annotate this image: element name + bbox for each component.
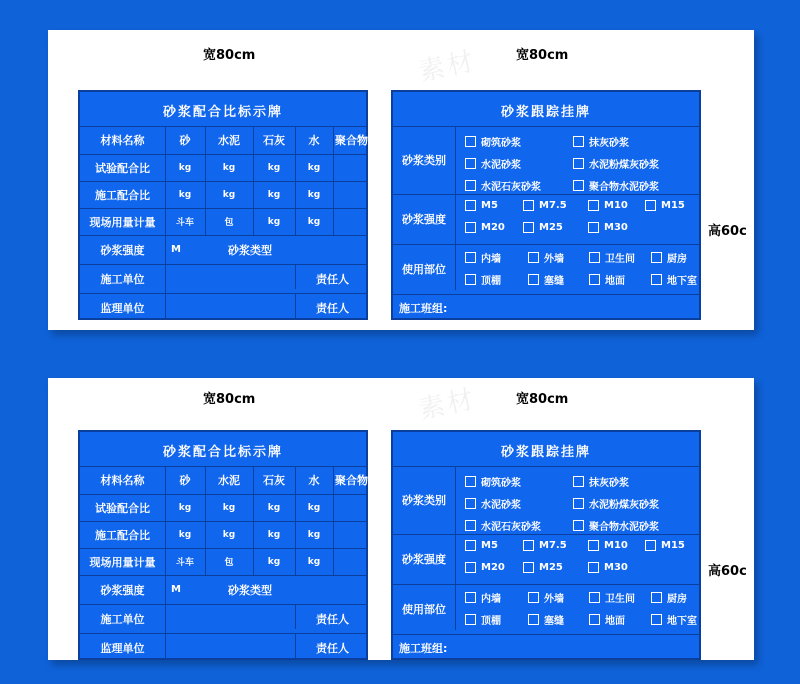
checkbox-icon[interactable] (589, 592, 600, 603)
track-option-0-0-1[interactable] (573, 134, 629, 149)
checkbox-icon[interactable] (465, 222, 476, 233)
checkbox-icon[interactable] (573, 476, 584, 487)
checkbox-icon[interactable] (573, 180, 584, 191)
watermark: 素材 (416, 46, 480, 88)
checkbox-icon[interactable] (528, 274, 539, 285)
mix-row-1-unit-1: kg (222, 189, 236, 200)
track-option-2-1-1[interactable] (528, 612, 564, 627)
mix-header-2: 水泥 (218, 474, 240, 487)
checkbox-icon[interactable] (573, 520, 584, 531)
checkbox-icon[interactable] (465, 592, 476, 603)
caption-width-right-bottom: 宽80cm (516, 392, 569, 407)
option-label: 塞缝 (544, 276, 564, 287)
mix-row-2-unit-3: kg (307, 556, 321, 567)
divider (455, 466, 456, 630)
checkbox-icon[interactable] (588, 222, 599, 233)
checkbox-icon[interactable] (523, 562, 534, 573)
mix-strength-value: M (171, 244, 181, 255)
option-label: M7.5 (539, 200, 567, 211)
track-option-2-0-1[interactable] (528, 590, 564, 605)
track-group-0-label: 砂浆类别 (402, 154, 446, 167)
checkbox-icon[interactable] (465, 614, 476, 625)
mix-row-2-label: 现场用量计量 (89, 215, 156, 229)
option-label: 顶棚 (481, 616, 501, 627)
track-option-1-1-0[interactable] (465, 562, 505, 573)
checkbox-icon[interactable] (465, 274, 476, 285)
mix-row-0-unit-3: kg (307, 162, 321, 173)
track-team-value (513, 634, 703, 662)
mix-construction-unit-value (165, 604, 295, 633)
option-label: 水泥粉煤灰砂浆 (589, 500, 659, 511)
checkbox-icon[interactable] (465, 158, 476, 169)
checkbox-icon[interactable] (588, 200, 599, 211)
mix-panel-title: 砂浆配合比标示牌 (162, 445, 283, 460)
option-label: 卫生间 (605, 594, 635, 605)
option-label: 地面 (605, 276, 625, 287)
track-option-1-0-0[interactable] (465, 200, 498, 211)
mix-header-2: 水泥 (218, 134, 240, 147)
option-label: 卫生间 (605, 254, 635, 265)
option-label: 塞缝 (544, 616, 564, 627)
checkbox-icon[interactable] (651, 592, 662, 603)
track-team-label: 施工班组: (399, 642, 448, 655)
checkbox-icon[interactable] (528, 614, 539, 625)
checkbox-icon[interactable] (523, 540, 534, 551)
track-option-2-0-3[interactable] (651, 250, 687, 265)
option-label: 厨房 (667, 254, 687, 265)
caption-height-top: 高60c (708, 224, 747, 239)
mix-construction-unit-label: 施工单位 (100, 272, 145, 286)
mix-row-2-unit-1: 包 (224, 558, 234, 568)
checkbox-icon[interactable] (573, 158, 584, 169)
checkbox-icon[interactable] (573, 136, 584, 147)
mix-strength-value: M (171, 584, 181, 595)
track-panel-title: 砂浆跟踪挂牌 (500, 445, 591, 460)
track-group-1-label: 砂浆强度 (402, 213, 446, 226)
track-option-0-2-0[interactable] (465, 178, 541, 193)
checkbox-icon[interactable] (651, 614, 662, 625)
checkbox-icon[interactable] (523, 222, 534, 233)
option-label: 外墙 (544, 594, 564, 605)
track-option-2-1-1[interactable] (528, 272, 564, 287)
mix-panel-top (78, 90, 368, 320)
checkbox-icon[interactable] (528, 252, 539, 263)
track-option-0-2-1[interactable] (573, 518, 659, 533)
mix-row-1-unit-3: kg (307, 529, 321, 540)
option-label: 聚合物水泥砂浆 (589, 182, 659, 193)
mix-row-1-unit-3: kg (307, 189, 321, 200)
option-label: 砌筑砂浆 (481, 478, 521, 489)
checkbox-icon[interactable] (523, 200, 534, 211)
mix-construction-unit-value (165, 264, 295, 293)
option-label: M20 (481, 222, 505, 233)
mix-supervision-unit-value (165, 293, 295, 322)
track-panel-top (391, 90, 701, 320)
track-team-value (513, 294, 703, 322)
option-label: M30 (604, 562, 628, 573)
mix-construction-unit-label: 施工单位 (100, 612, 145, 626)
checkbox-icon[interactable] (588, 562, 599, 573)
track-group-2-label: 使用部位 (402, 263, 446, 276)
track-option-2-0-2[interactable] (589, 590, 635, 605)
option-label: M7.5 (539, 540, 567, 551)
track-option-0-0-0[interactable] (465, 134, 521, 149)
mix-type-value (295, 575, 370, 604)
option-label: 内墙 (481, 594, 501, 605)
mix-header-5: 聚合物 (335, 134, 368, 147)
mix-header-1: 砂 (179, 474, 191, 487)
checkbox-icon[interactable] (465, 200, 476, 211)
option-label: 水泥砂浆 (481, 500, 521, 511)
track-option-2-1-0[interactable] (465, 612, 501, 627)
option-label: 水泥砂浆 (481, 160, 521, 171)
track-option-1-1-1[interactable] (523, 562, 563, 573)
track-option-0-0-1[interactable] (573, 474, 629, 489)
mix-row-1-unit-2: kg (267, 189, 281, 200)
checkbox-icon[interactable] (589, 274, 600, 285)
mix-strength-label: 砂浆强度 (100, 243, 145, 257)
track-option-1-0-3[interactable] (645, 200, 685, 211)
caption-width-right-top: 宽80cm (516, 48, 569, 63)
mix-row-0-unit-1: kg (222, 162, 236, 173)
mix-supervision-unit-label: 监理单位 (100, 641, 145, 655)
divider (455, 126, 456, 290)
track-option-0-1-1[interactable] (573, 496, 659, 511)
option-label: M30 (604, 222, 628, 233)
mix-header-3: 石灰 (263, 134, 285, 147)
mix-header-5: 聚合物 (335, 474, 368, 487)
track-option-2-0-3[interactable] (651, 590, 687, 605)
mix-row-2-unit-1: 包 (224, 218, 234, 228)
track-group-2-label: 使用部位 (402, 603, 446, 616)
checkbox-icon[interactable] (465, 540, 476, 551)
track-option-1-0-0[interactable] (465, 540, 498, 551)
track-option-1-1-0[interactable] (465, 222, 505, 233)
track-option-0-1-0[interactable] (465, 496, 521, 511)
mix-header-0: 材料名称 (100, 474, 145, 487)
mix-row-2-unit-2: kg (267, 556, 281, 567)
track-option-0-0-0[interactable] (465, 474, 521, 489)
checkbox-icon[interactable] (465, 520, 476, 531)
track-option-1-1-2[interactable] (588, 562, 628, 573)
track-group-1-label: 砂浆强度 (402, 553, 446, 566)
caption-height-bottom: 高60c (708, 564, 747, 579)
caption-width-left-bottom: 宽80cm (203, 392, 256, 407)
mix-row-2-unit-0: 斗车 (175, 218, 194, 228)
track-option-1-0-2[interactable] (588, 200, 628, 211)
track-option-2-1-2[interactable] (589, 272, 625, 287)
track-option-1-0-3[interactable] (645, 540, 685, 551)
option-label: M15 (661, 200, 685, 211)
watermark: 素材 (416, 384, 480, 426)
option-label: M20 (481, 562, 505, 573)
track-option-2-0-1[interactable] (528, 250, 564, 265)
track-option-0-2-1[interactable] (573, 178, 659, 193)
mix-type-label: 砂浆类型 (228, 243, 272, 257)
checkbox-icon[interactable] (645, 540, 656, 551)
mix-row-0-unit-1: kg (222, 502, 236, 513)
checkbox-icon[interactable] (528, 592, 539, 603)
checkbox-icon[interactable] (465, 252, 476, 263)
mix-person-label-1: 责任人 (316, 612, 349, 626)
option-label: M10 (604, 540, 628, 551)
sheet-top (48, 30, 754, 330)
caption-width-left-top: 宽80cm (203, 48, 256, 63)
track-option-0-1-1[interactable] (573, 156, 659, 171)
track-option-1-1-1[interactable] (523, 222, 563, 233)
mix-row-0-unit-2: kg (267, 162, 281, 173)
checkbox-icon[interactable] (465, 476, 476, 487)
checkbox-icon[interactable] (465, 562, 476, 573)
option-label: 地下室 (667, 616, 697, 627)
option-label: 水泥石灰砂浆 (481, 522, 541, 533)
option-label: M25 (539, 562, 563, 573)
checkbox-icon[interactable] (645, 200, 656, 211)
mix-row-1-label: 施工配合比 (95, 528, 150, 542)
track-option-1-0-2[interactable] (588, 540, 628, 551)
track-option-2-0-0[interactable] (465, 250, 501, 265)
track-team-label: 施工班组: (399, 302, 448, 315)
track-option-2-1-2[interactable] (589, 612, 625, 627)
mix-panel-title: 砂浆配合比标示牌 (162, 105, 283, 120)
mix-row-2-unit-0: 斗车 (175, 558, 194, 568)
mix-person-label-2: 责任人 (316, 641, 349, 655)
option-label: 内墙 (481, 254, 501, 265)
mix-row-0-unit-3: kg (307, 502, 321, 513)
option-label: 外墙 (544, 254, 564, 265)
mix-row-1-unit-0: kg (178, 529, 192, 540)
option-label: 砌筑砂浆 (481, 138, 521, 149)
mix-row-1-unit-1: kg (222, 529, 236, 540)
mix-header-4: 水 (308, 474, 320, 487)
track-option-2-1-3[interactable] (651, 612, 697, 627)
sheet-bottom (48, 378, 754, 660)
track-option-0-2-0[interactable] (465, 518, 541, 533)
option-label: 顶棚 (481, 276, 501, 287)
mix-row-2-unit-3: kg (307, 216, 321, 227)
checkbox-icon[interactable] (573, 498, 584, 509)
option-label: M5 (481, 540, 498, 551)
track-group-0-label: 砂浆类别 (402, 494, 446, 507)
checkbox-icon[interactable] (651, 252, 662, 263)
option-label: 水泥粉煤灰砂浆 (589, 160, 659, 171)
track-panel-title: 砂浆跟踪挂牌 (500, 105, 591, 120)
mix-type-label: 砂浆类型 (228, 583, 272, 597)
checkbox-icon[interactable] (465, 498, 476, 509)
mix-panel-bottom (78, 430, 368, 660)
checkbox-icon[interactable] (589, 614, 600, 625)
option-label: 抹灰砂浆 (589, 478, 629, 489)
mix-row-1-label: 施工配合比 (95, 188, 150, 202)
mix-row-0-label: 试验配合比 (95, 501, 150, 515)
checkbox-icon[interactable] (465, 180, 476, 191)
checkbox-icon[interactable] (588, 540, 599, 551)
mix-row-2-unit-2: kg (267, 216, 281, 227)
track-option-1-1-2[interactable] (588, 222, 628, 233)
track-option-2-0-2[interactable] (589, 250, 635, 265)
mix-header-3: 石灰 (263, 474, 285, 487)
option-label: M5 (481, 200, 498, 211)
mix-row-0-label: 试验配合比 (95, 161, 150, 175)
mix-row-0-unit-0: kg (178, 162, 192, 173)
mix-header-1: 砂 (179, 134, 191, 147)
option-label: 聚合物水泥砂浆 (589, 522, 659, 533)
track-option-2-0-0[interactable] (465, 590, 501, 605)
mix-row-1-unit-0: kg (178, 189, 192, 200)
mix-supervision-unit-label: 监理单位 (100, 301, 145, 315)
mix-type-value (295, 235, 370, 264)
option-label: M25 (539, 222, 563, 233)
mix-row-2-label: 现场用量计量 (89, 555, 156, 569)
mix-strength-label: 砂浆强度 (100, 583, 145, 597)
checkbox-icon[interactable] (651, 274, 662, 285)
track-option-2-1-3[interactable] (651, 272, 697, 287)
mix-supervision-unit-value (165, 633, 295, 662)
track-option-1-0-1[interactable] (523, 200, 567, 211)
track-option-0-1-0[interactable] (465, 156, 521, 171)
option-label: 抹灰砂浆 (589, 138, 629, 149)
checkbox-icon[interactable] (589, 252, 600, 263)
option-label: 地面 (605, 616, 625, 627)
option-label: 水泥石灰砂浆 (481, 182, 541, 193)
mix-header-0: 材料名称 (100, 134, 145, 147)
mix-header-4: 水 (308, 134, 320, 147)
mix-person-label-1: 责任人 (316, 272, 349, 286)
track-option-2-1-0[interactable] (465, 272, 501, 287)
track-option-1-0-1[interactable] (523, 540, 567, 551)
track-panel-bottom (391, 430, 701, 660)
option-label: 厨房 (667, 594, 687, 605)
checkbox-icon[interactable] (465, 136, 476, 147)
mix-person-label-2: 责任人 (316, 301, 349, 315)
option-label: M10 (604, 200, 628, 211)
option-label: M15 (661, 540, 685, 551)
option-label: 地下室 (667, 276, 697, 287)
mix-row-1-unit-2: kg (267, 529, 281, 540)
mix-row-0-unit-2: kg (267, 502, 281, 513)
mix-row-0-unit-0: kg (178, 502, 192, 513)
